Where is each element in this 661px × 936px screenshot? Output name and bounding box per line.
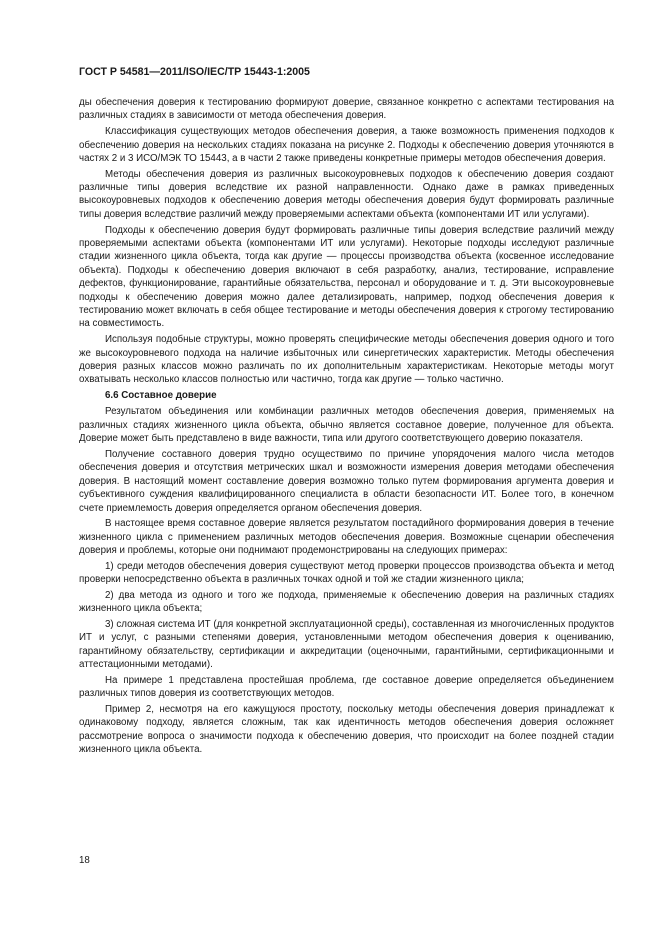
paragraph: В настоящее время составное доверие является результатом постадийного формирования доверия в течение жизненного цикла с применением различных методов обеспечения доверия. Возможные сценарии обеспечения доверия и проблемы, которые они поднимают продемонстрированы на следующих примерах: bbox=[79, 518, 614, 557]
document-body bbox=[79, 96, 614, 759]
document-header: ГОСТ Р 54581—2011/ISO/IEC/TP 15443-1:2005 bbox=[79, 66, 310, 78]
paragraph: Результатом объединения или комбинации различных методов обеспечения доверия, применяемых на различных стадиях жизненного цикла объекта, обычно является составное доверие, полученное для объекта. Доверие может быть представлено в виде важности, типа или другого соответствующего доверию показателя. bbox=[79, 406, 614, 445]
section-heading: 6.6 Составное доверие bbox=[105, 390, 217, 402]
list-item: 3) сложная система ИТ (для конкретной эксплуатационной среды), составленная из многочисленных продуктов ИТ и услуг, с разными степенями доверия, установленными методом обеспечения доверия к оцениванию, гарантийному обязательству, сертификации и аккредитации (оценочными, гарантийными, сертификационными и аттестационными методами). bbox=[79, 619, 614, 671]
page-number: 18 bbox=[79, 855, 90, 866]
paragraph: Классификация существующих методов обеспечения доверия, а также возможность применения подходов к обеспечению доверия на нескольких стадиях показана на рисунке 2. Подходы к обеспечению доверия уточняются в частях 2 и 3 ИСО/МЭК ТО 15443, а в части 2 также приведены конкретные примеры методов обеспечения доверия. bbox=[79, 126, 614, 164]
paragraph: ды обеспечения доверия к тестированию формируют доверие, связанное конкретно с аспектами тестирования на различных стадиях в зависимости от метода обеспечения доверия. bbox=[79, 97, 614, 122]
list-item: 1) среди методов обеспечения доверия существуют метод проверки процессов производства объекта и метод проверки непосредственно объекта в различных точках одной и той же стадии жизненного цикла; bbox=[79, 560, 614, 586]
paragraph: Получение составного доверия трудно осуществимо по причине упорядочения малого числа методов обеспечения доверия и отсутствия метрических шкал и возможности измерения доверия методами обеспечения доверия. В настоящий момент составление доверия возможно только путем формирования аргумента доверия и субъективного суждения квалифицированного специалиста в области безопасности ИТ. Более того, в конечном счете приемлемость доверия определяется органом обеспечения доверия. bbox=[79, 448, 614, 514]
list-item: 2) два метода из одного и того же подхода, применяемые к обеспечению доверия на различных стадиях жизненного цикла объекта; bbox=[79, 589, 614, 615]
paragraph: Используя подобные структуры, можно проверять специфические методы обеспечения доверия одного и того же высокоуровневого подхода на наличие избыточных или синергетических характеристик. Методы обеспечения доверия разных классов можно различать по их дополнительным характеристикам. Некоторые методы могут охватывать несколько классов полностью или частично, тогда как другие — только частично. bbox=[79, 334, 614, 386]
paragraph: Пример 2, несмотря на его кажущуюся простоту, поскольку методы обеспечения доверия принадлежат к одинаковому подходу, является сложным, так как идентичность методов обеспечения доверия осложняет рассмотрение вопроса о значимости подхода к обеспечению доверия, что происходит на более поздней стадии жизненного цикла объекта. bbox=[79, 704, 614, 756]
paragraph: На примере 1 представлена простейшая проблема, где составное доверие определяется объединением различных типов доверия из соответствующих методов. bbox=[79, 674, 614, 700]
paragraph: Подходы к обеспечению доверия будут формировать различные типы доверия вследствие различий между проверяемыми аспектами объекта (компонентами ИТ или услугами). Некоторые подходы исследуют различные стадии жизненного цикла объекта, тогда как другие — процессы производства объекта (косвенное исследование объекта). Подходы к обеспечению доверия включают в себя разработку, анализ, тестирование, исправление дефектов, функционирование, гарантийные обязательства, персонал и оборудование и т. д. Эти высокоуровневые подходы к обеспечению доверия можно далее детализировать, например, подход обеспечения доверия к тестированию может включать в себя общее тестирование и методы обеспечения доверия к строгому тестированию на совместимость. bbox=[79, 224, 614, 330]
paragraph: Методы обеспечения доверия из различных высокоуровневых подходов к обеспечению доверия создают различные типы доверия вследствие их разной направленности. Однако даже в рамках приведенных высокоуровневых подходов к обеспечению доверия методы обеспечения доверия будут формировать различные типы доверия вследствие различий между проверяемыми аспектами объекта (компонентами ИТ или услугами). bbox=[79, 168, 614, 220]
